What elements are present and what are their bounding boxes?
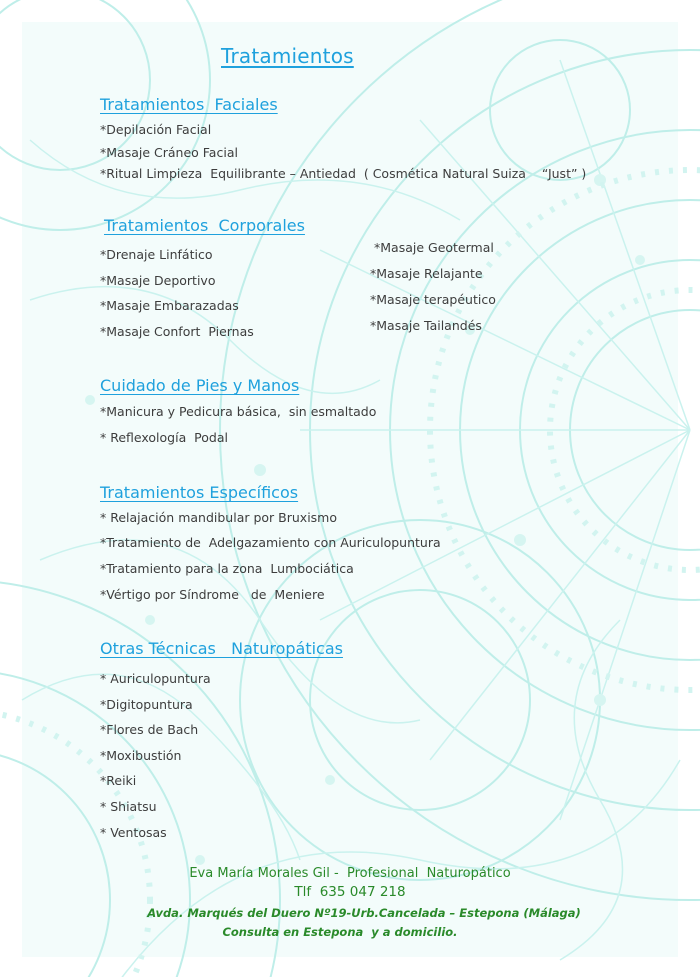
list-item: *Flores de Bach xyxy=(100,722,199,737)
list-item: *Masaje Deportivo xyxy=(100,273,216,288)
list-item: *Reiki xyxy=(100,773,137,788)
list-item: *Masaje Confort Piernas xyxy=(100,324,254,339)
list-item: *Digitopuntura xyxy=(100,697,193,712)
section-title-corporales: Tratamientos Corporales xyxy=(104,216,305,235)
list-item: *Drenaje Linfático xyxy=(100,247,213,262)
list-item: *Masaje terapéutico xyxy=(370,292,496,307)
footer-consult-note: Consulta en Estepona y a domicilio. xyxy=(222,925,458,939)
list-item: *Moxibustión xyxy=(100,748,182,763)
footer-practitioner-name: Eva María Morales Gil - Profesional Naturopático xyxy=(189,866,511,881)
page-title: Tratamientos xyxy=(221,44,354,68)
section-title-especificos: Tratamientos Específicos xyxy=(100,483,299,502)
list-item: *Masaje Geotermal xyxy=(374,240,494,255)
footer-address: Avda. Marqués del Duero Nº19-Urb.Cancelada – Estepona (Málaga) xyxy=(147,906,581,920)
list-item: *Masaje Tailandés xyxy=(370,318,482,333)
list-item: * Relajación mandibular por Bruxismo xyxy=(100,510,337,525)
list-item: *Tratamiento de Adelgazamiento con Auriculopuntura xyxy=(100,535,441,550)
section-title-pies-manos: Cuidado de Pies y Manos xyxy=(100,376,300,395)
section-title-naturopaticas: Otras Técnicas Naturopáticas xyxy=(100,639,343,658)
list-item: * Ventosas xyxy=(100,825,167,840)
list-item: * Auriculopuntura xyxy=(100,671,211,686)
list-item: *Tratamiento para la zona Lumbociática xyxy=(100,561,354,576)
list-item: * Reflexología Podal xyxy=(100,430,228,445)
list-item: *Ritual Limpieza Equilibrante – Antiedad ( Cosmética Natural Suiza “Just” ) xyxy=(100,166,587,181)
list-item: *Masaje Embarazadas xyxy=(100,298,239,313)
list-item: *Masaje Relajante xyxy=(370,266,483,281)
list-item: *Manicura y Pedicura básica, sin esmaltado xyxy=(100,404,377,419)
list-item: *Depilación Facial xyxy=(100,122,212,137)
list-item: * Shiatsu xyxy=(100,799,157,814)
list-item: *Masaje Cráneo Facial xyxy=(100,145,238,160)
list-item: *Vértigo por Síndrome de Meniere xyxy=(100,587,325,602)
section-title-faciales: Tratamientos Faciales xyxy=(100,95,278,114)
footer-phone: Tlf 635 047 218 xyxy=(294,884,406,900)
